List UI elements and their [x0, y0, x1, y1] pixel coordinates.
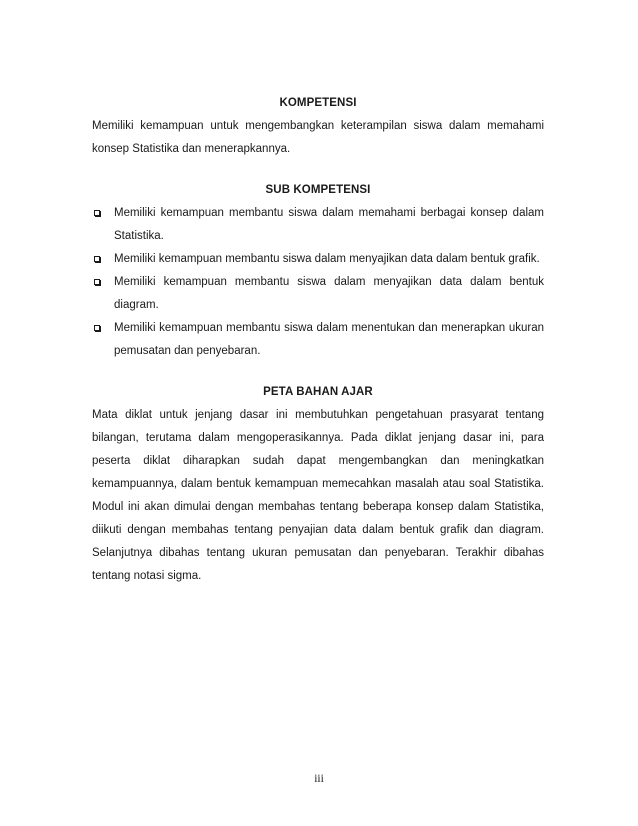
checkbox-bullet-icon [94, 325, 100, 331]
list-item [92, 317, 544, 363]
kompetensi-heading: KOMPETENSI [279, 97, 357, 109]
list-item-text: Memiliki kemampuan membantu siswa dalam memahami berbagai konsep dalam Statistika. [114, 207, 544, 242]
list-item-text: Memiliki kemampuan membantu siswa dalam menyajikan data dalam bentuk diagram. [114, 276, 544, 311]
checkbox-bullet-icon [94, 210, 100, 216]
section-spacer [92, 161, 544, 179]
section-spacer [92, 363, 544, 381]
peta-bahan-ajar-section [92, 381, 544, 588]
list-item [92, 248, 544, 271]
page-content [92, 92, 544, 588]
kompetensi-text: Memiliki kemampuan untuk mengembangkan keterampilan siswa dalam memahami konsep Statistika dan menerapkannya. [92, 120, 544, 155]
kompetensi-section [92, 92, 544, 161]
list-item-text: Memiliki kemampuan membantu siswa dalam menentukan dan menerapkan ukuran pemusatan dan penyebaran. [114, 322, 544, 357]
sub-kompetensi-section [92, 179, 544, 363]
peta-bahan-ajar-heading: PETA BAHAN AJAR [263, 386, 373, 398]
list-item [92, 271, 544, 317]
checkbox-bullet-icon [94, 256, 100, 262]
sub-kompetensi-heading: SUB KOMPETENSI [265, 184, 371, 196]
list-item [92, 202, 544, 248]
page-number: iii [314, 773, 324, 785]
checkbox-bullet-icon [94, 279, 100, 285]
list-item-text: Memiliki kemampuan membantu siswa dalam menyajikan data dalam bentuk grafik. [114, 253, 540, 265]
peta-bahan-ajar-text: Mata diklat untuk jenjang dasar ini membutuhkan pengetahuan prasyarat tentang bilangan, terutama dalam mengoperasikannya. Pada diklat jenjang dasar ini, para peserta diklat diharapkan sudah dapat mengembangkan dan meningkatkan kemampuannya, dalam bentuk kemampuan memecahkan masalah atau soal Statistika. Modul ini akan dimulai dengan membahas tentang beberapa konsep dalam Statistika, diikuti dengan membahas tentang penyajian data dalam bentuk grafik dan diagram. Selanjutnya dibahas tentang ukuran pemusatan dan penyebaran. Terakhir dibahas tentang notasi sigma. [92, 409, 544, 582]
sub-kompetensi-list [92, 202, 544, 363]
